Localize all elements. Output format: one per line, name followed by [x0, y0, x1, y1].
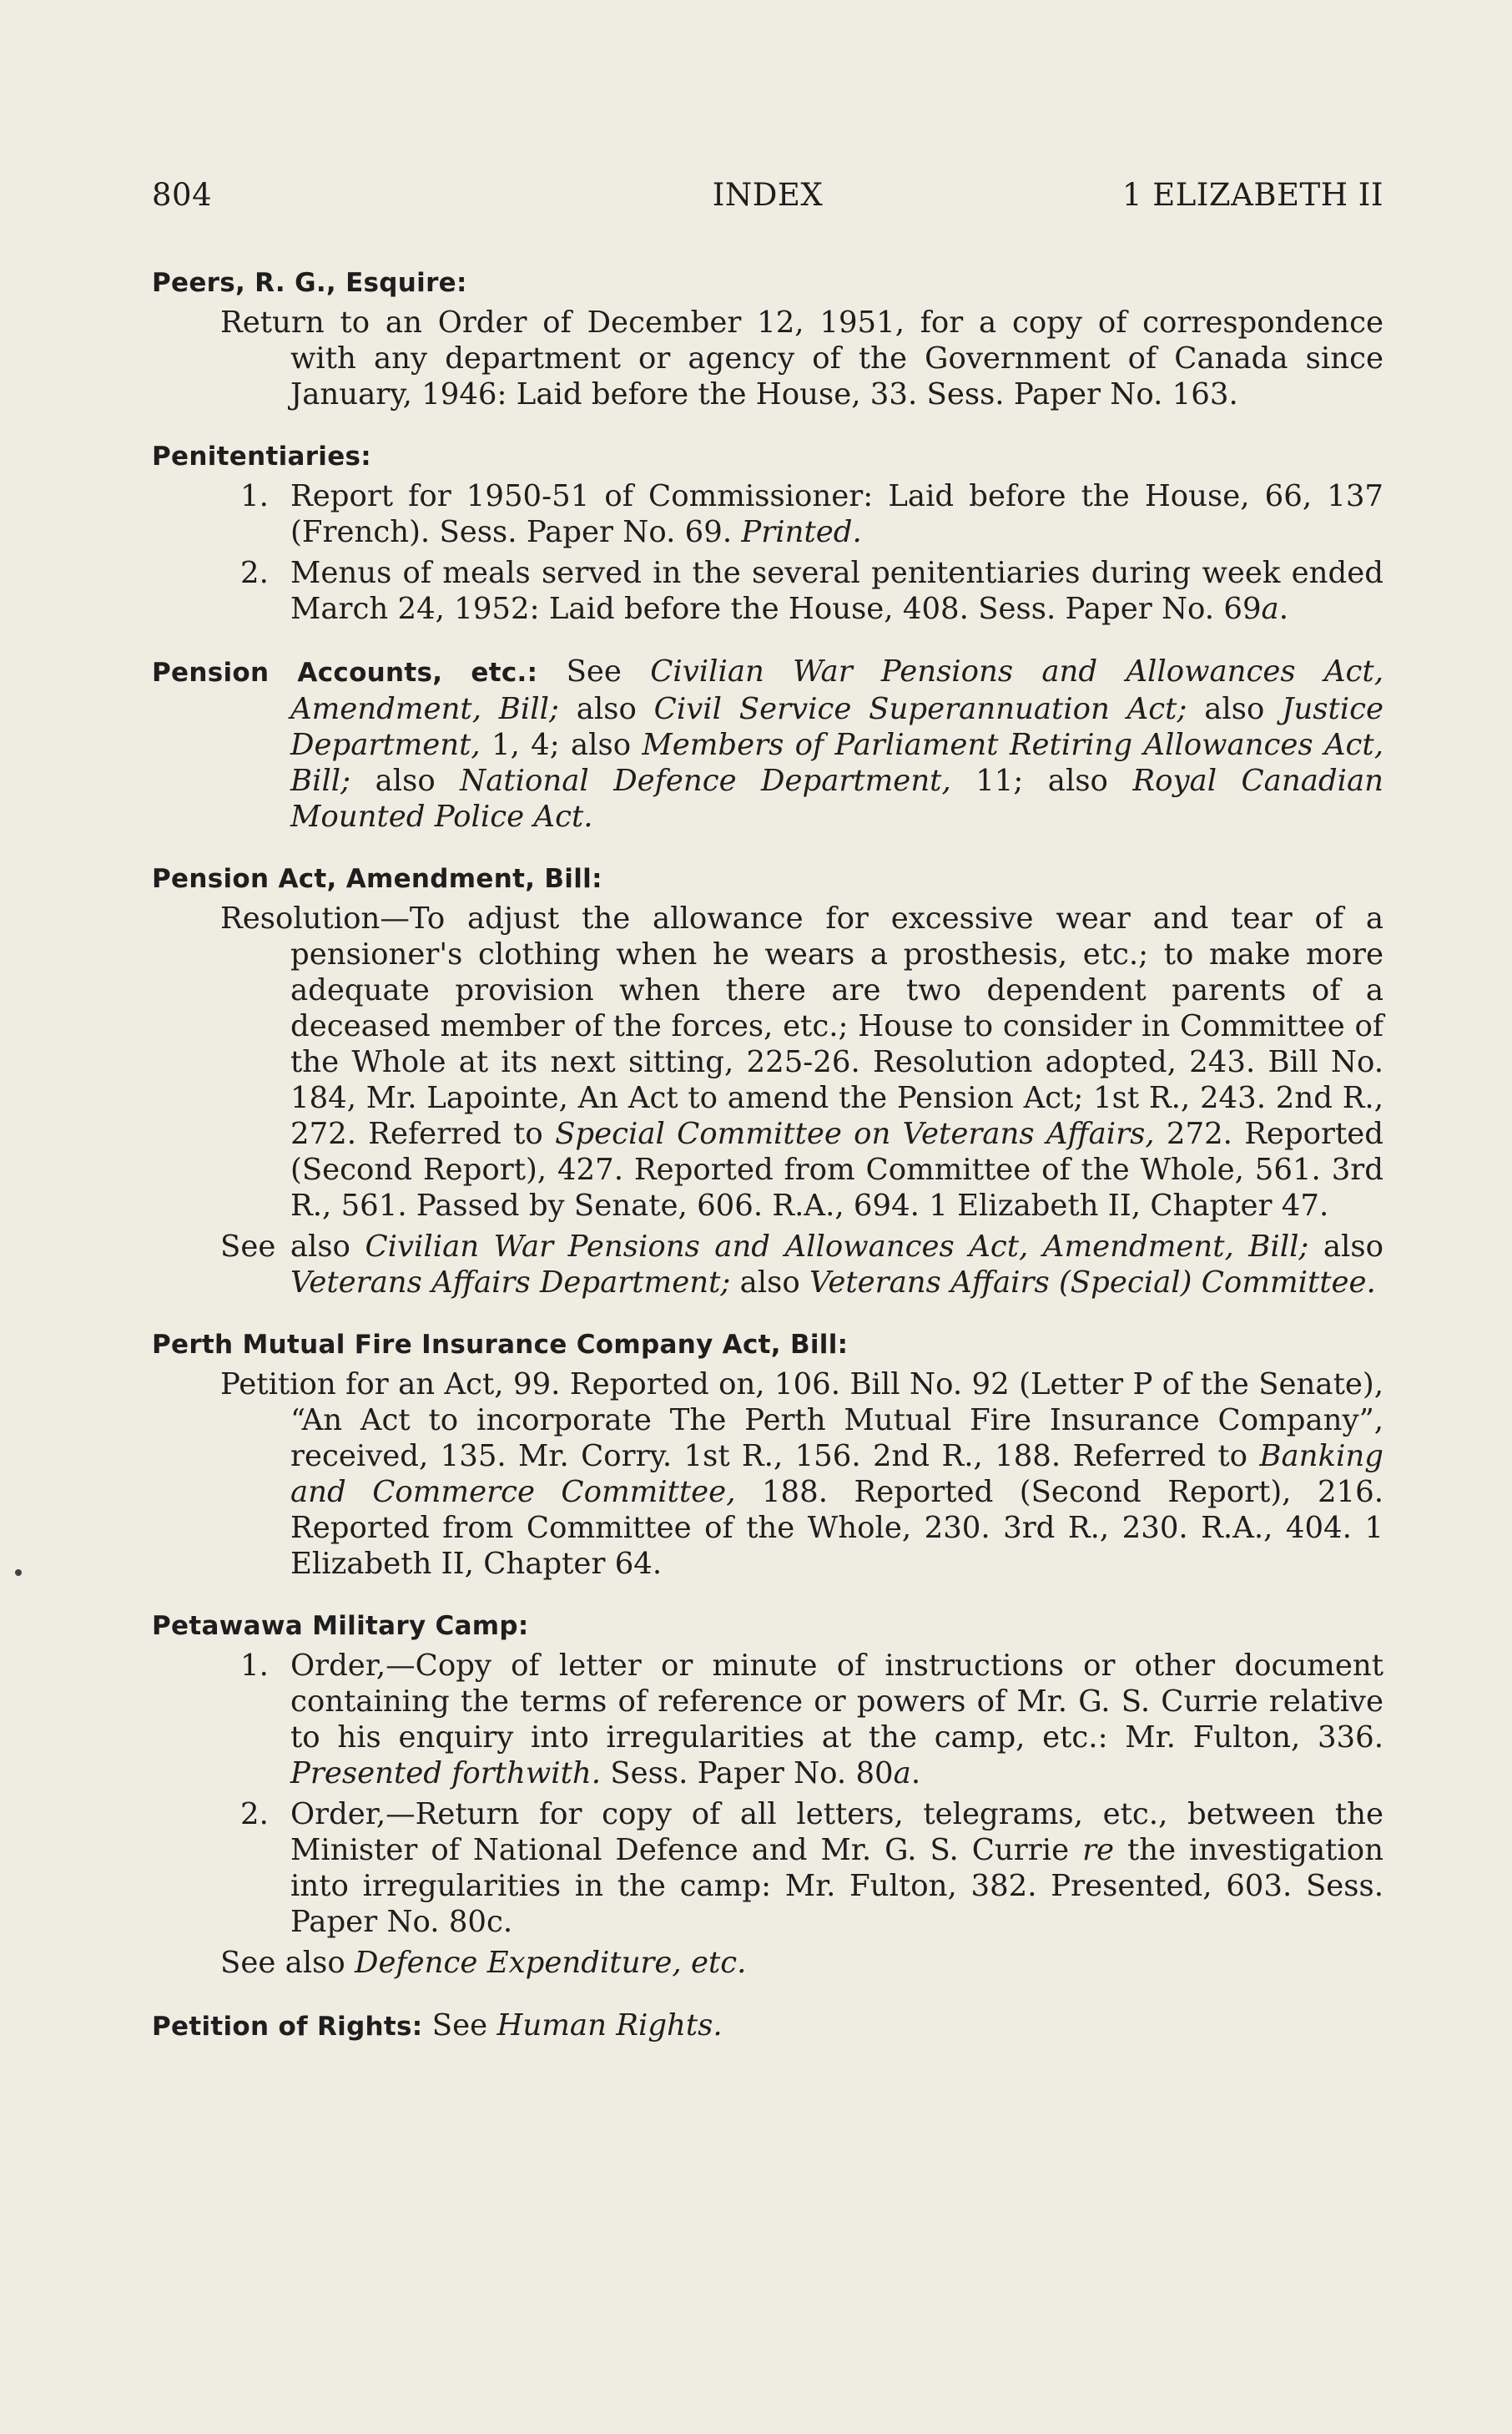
item-italic: a [1261, 592, 1279, 626]
cross-reference: Royal Canadian Mounted Police Act. [290, 764, 1383, 834]
entry-heading: Penitentiaries: [152, 442, 372, 472]
cross-reference: Defence Expenditure, etc. [355, 1946, 747, 1980]
index-entry-penitentiaries [152, 439, 1383, 627]
index-entry-petition-of-rights [152, 2007, 1383, 2045]
item-number: 2. [240, 556, 269, 590]
print-speck [15, 1569, 22, 1576]
committee-reference: Banking and Commerce Committee, [290, 1439, 1383, 1509]
index-content [152, 265, 1383, 2072]
cross-reference: Civil Service Superannuation Act; [653, 692, 1187, 726]
item-text: Order,—Copy of letter or minute of instructions or other document containing the terms of reference or powers of Mr. G. S. Currie relative to his enquiry into irregularities at the camp, etc.: Mr. Fulton, 336. [290, 1649, 1383, 1755]
item-number: 1. [240, 479, 269, 513]
item-tail: Sess. Paper No. 80 [610, 1756, 894, 1790]
connector: also [739, 1265, 800, 1300]
see-label: See also [220, 1230, 350, 1264]
entry-heading: Pension Accounts, etc.: [152, 658, 538, 688]
see-label: See [566, 654, 622, 689]
numbered-item [152, 555, 1383, 627]
item-text: Order,—Return for copy of all letters, telegrams, etc., between the Minister of National Defence and Mr. G. S. Currie [290, 1797, 1383, 1867]
numbered-item [152, 478, 1383, 550]
item-italic: a [893, 1756, 911, 1790]
item-number: 1. [240, 1649, 269, 1683]
connector: also [1204, 692, 1265, 726]
item-text: Menus of meals served in the several penitentiaries during week ended March 24, 1952: Laid before the House, 408. Sess. Paper No. 69 [290, 556, 1383, 626]
entry-text [152, 1366, 1383, 1582]
text-run: 272. Reported (Second Report), 427. Reported from Committee of the Whole, 561. 3rd R., 561. Passed by Senate, 606. R.A., 694. 1 Elizabeth II, Chapter 47. [290, 1117, 1384, 1223]
index-entry-petawawa [152, 1608, 1383, 1981]
see-also [152, 1945, 1383, 1981]
item-number: 2. [240, 1797, 269, 1831]
item-text: Report for 1950-51 of Commissioner: Laid before the House, 66, 137 (French). Sess. Paper No. 69. [290, 479, 1383, 549]
item-italic: Presented forthwith. [290, 1756, 602, 1790]
entry-heading: Petawawa Military Camp: [152, 1611, 529, 1641]
text-run: Petition for an Act, 99. Reported on, 106. Bill No. 92 (Letter P of the Senate), “An Act to incorporate The Perth Mutual Fire Insurance Company”, received, 135. Mr. Corry. 1st R., 156. 2nd R., 188. Referred to [220, 1367, 1383, 1473]
entry-heading: Pension Act, Amendment, Bill: [152, 864, 602, 894]
text-run: 188. Reported (Second Report), 216. Reported from Committee of the Whole, 230. 3rd R., 230. R.A., 404. 1 Elizabeth II, Chapter 64. [290, 1475, 1383, 1581]
see-label: See also [220, 1946, 345, 1980]
text-run: Resolution—To adjust the allowance for excessive wear and tear of a pensioner's clothing when he wears a prosthesis, etc.; to make more adequate provision when there are two dependent parents of a deceased member of the forces, etc.; House to consider in Committee of the Whole at its next sitting, 225-26. Resolution adopted, 243. Bill No. 184, Mr. Lapointe, An Act to amend the Pension Act; 1st R., 243. 2nd R., 272. Referred to [220, 901, 1383, 1151]
connector: 1, 4; also [491, 728, 632, 762]
entry-inline [152, 2007, 1383, 2045]
committee-reference: Special Committee on Veterans Affairs, [555, 1117, 1155, 1151]
connector: also [1323, 1230, 1383, 1264]
entry-inline [152, 654, 1383, 835]
index-entry-peers [152, 265, 1383, 412]
connector: also [375, 764, 436, 798]
connector: also [576, 692, 637, 726]
cross-reference: Veterans Affairs (Special) Committee. [809, 1265, 1376, 1300]
cross-reference: Civilian War Pensions and Allowances Act, Amendment, Bill; [290, 654, 1383, 726]
cross-reference: Human Rights. [496, 2008, 723, 2043]
cross-reference: Civilian War Pensions and Allowances Act, Amendment, Bill; [365, 1230, 1309, 1264]
item-tail: the investigation into irregularities in the camp: Mr. Fulton, 382. Presented, 603. Sess. Paper No. 80c. [290, 1833, 1383, 1939]
item-end: . [910, 1756, 921, 1790]
cross-reference: Veterans Affairs Department; [290, 1265, 731, 1300]
index-entry-pension-accounts [152, 654, 1383, 835]
header-regnal-year: 1 ELIZABETH II [1121, 177, 1383, 213]
entry-heading: Peers, R. G., Esquire: [152, 268, 467, 298]
item-italic: Printed. [741, 515, 862, 549]
cross-reference: Members of Parliament Retiring Allowances Act, Bill; [290, 728, 1383, 798]
index-entry-perth-mutual [152, 1327, 1383, 1582]
page-number: 804 [152, 177, 213, 213]
index-entry-pension-act [152, 861, 1383, 1300]
entry-heading: Perth Mutual Fire Insurance Company Act, Bill: [152, 1330, 849, 1360]
cross-reference: National Defence Department, [460, 764, 951, 798]
entry-text: Return to an Order of December 12, 1951, for a copy of correspondence with any department or agency of the Government of Canada since January, 1946: Laid before the House, 33. Sess. Paper No. 163. [220, 306, 1383, 412]
item-tail: . [1278, 592, 1288, 626]
header-title: INDEX [712, 177, 824, 213]
entry-text [152, 901, 1383, 1224]
see-label: See [431, 2008, 488, 2043]
item-italic: re [1082, 1833, 1115, 1867]
numbered-item [152, 1796, 1383, 1940]
entry-heading: Petition of Rights: [152, 2012, 423, 2042]
cross-reference: Justice Department, [290, 692, 1383, 762]
see-also [152, 1229, 1383, 1300]
connector: 11; also [975, 764, 1108, 798]
numbered-item [152, 1648, 1383, 1791]
